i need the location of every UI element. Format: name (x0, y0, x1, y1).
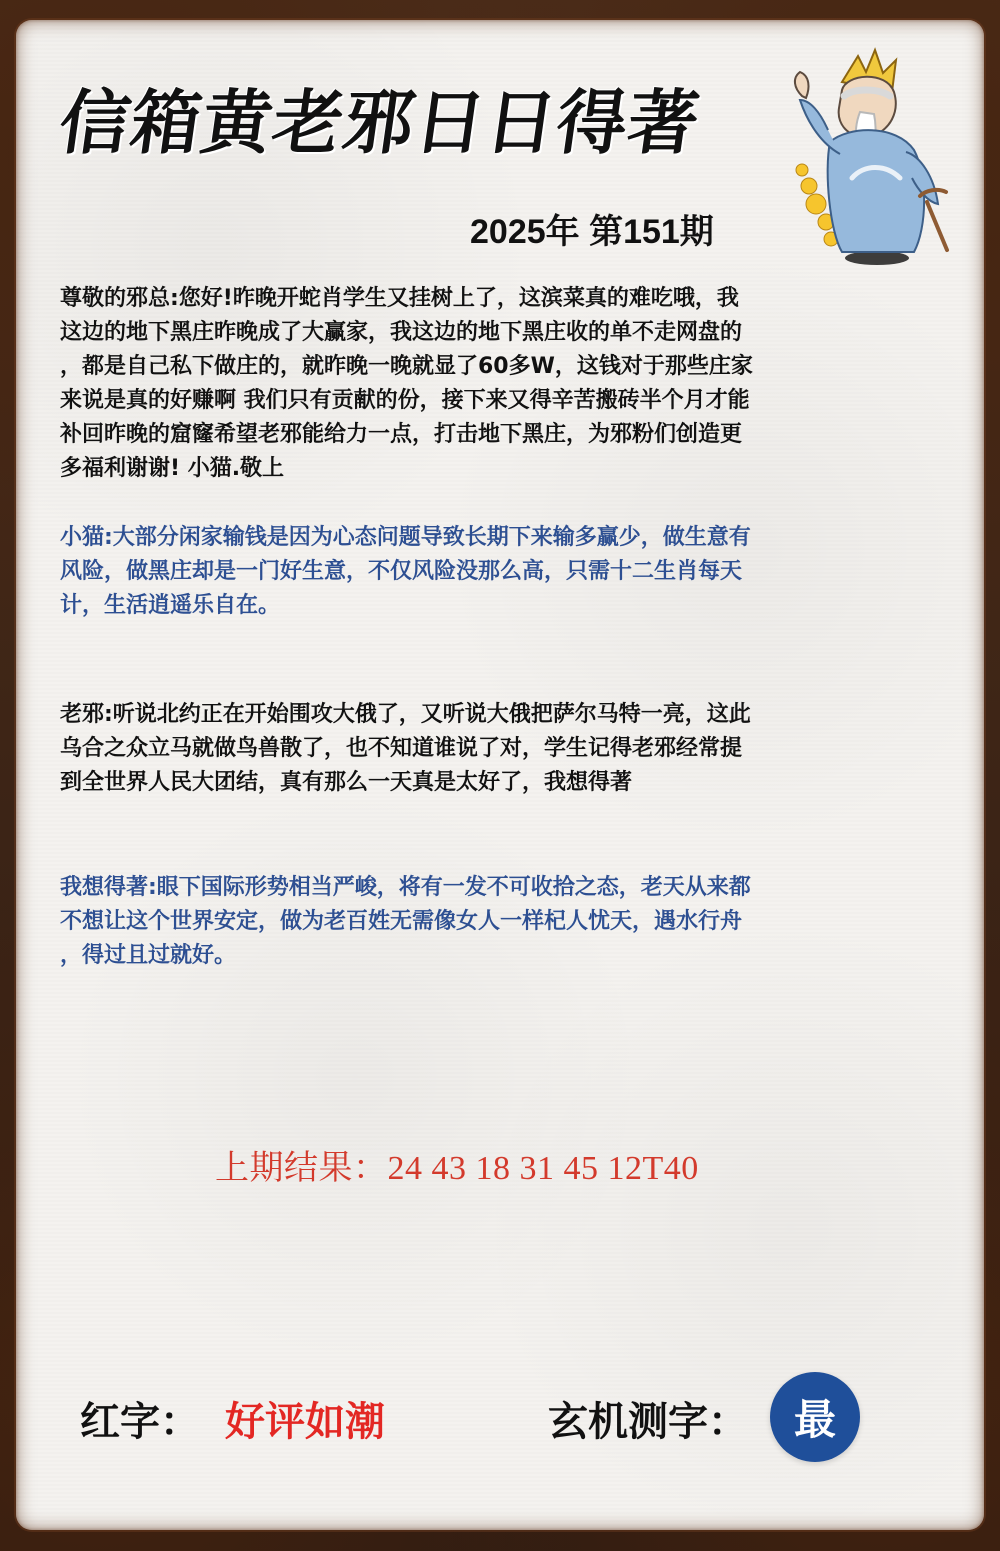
issue-label: 2025年 第151期 (470, 213, 714, 251)
red-value: 好评如潮 (225, 1399, 385, 1445)
mystery-value: 最 (793, 1395, 836, 1444)
letter-body-2: 老邪:听说北约正在开始围攻大俄了，又听说大俄把萨尔马特一亮，这此 乌合之众立马就做鸟兽散了，也不知道谁说了对，学生记得老邪经常提 到全世界人民大团结，真有那么一天真是太好了，我想得著 (60, 702, 751, 795)
mystery-label: 玄机测字： (548, 1399, 748, 1445)
old-sage-illustration (782, 38, 950, 268)
letter-body-1: 尊敬的邪总:您好!昨晚开蛇肖学生又挂树上了，这滨菜真的难吃哦，我 这边的地下黑庄昨晚成了大赢家，我这边的地下黑庄收的单不走网盘的 ，都是自己私下做庄的，就昨晚一晚就显了60多W，这钱对于那些庄家 来说是真的好赚啊 我们只有贡献的份，接下来又得辛苦搬砖半个月才能 补回昨晚的窟窿希望老邪能给力一点，打击地下黑庄，为邪粉们创造更 多福利谢谢! 小猫.敬上 (60, 286, 753, 481)
page-title: 信箱黄老邪日日得著 (54, 82, 705, 164)
mystery-badge (770, 1372, 860, 1462)
reply-body-2: 我想得著:眼下国际形势相当严峻，将有一发不可收拾之态，老天从来都 不想让这个世界安定，做为老百姓无需像女人一样杞人忧天，遇水行舟 ，得过且过就好。 (60, 875, 751, 968)
red-label: 红字： (80, 1399, 200, 1445)
reply-body-1: 小猫:大部分闲家输钱是因为心态问题导致长期下来输多赢少，做生意有 风险，做黑庄却是一门好生意，不仅风险没那么高，只需十二生肖每天 计，生活逍遥乐自在。 (60, 525, 751, 618)
last-result: 上期结果：24 43 18 31 45 12T40 (215, 1150, 699, 1187)
